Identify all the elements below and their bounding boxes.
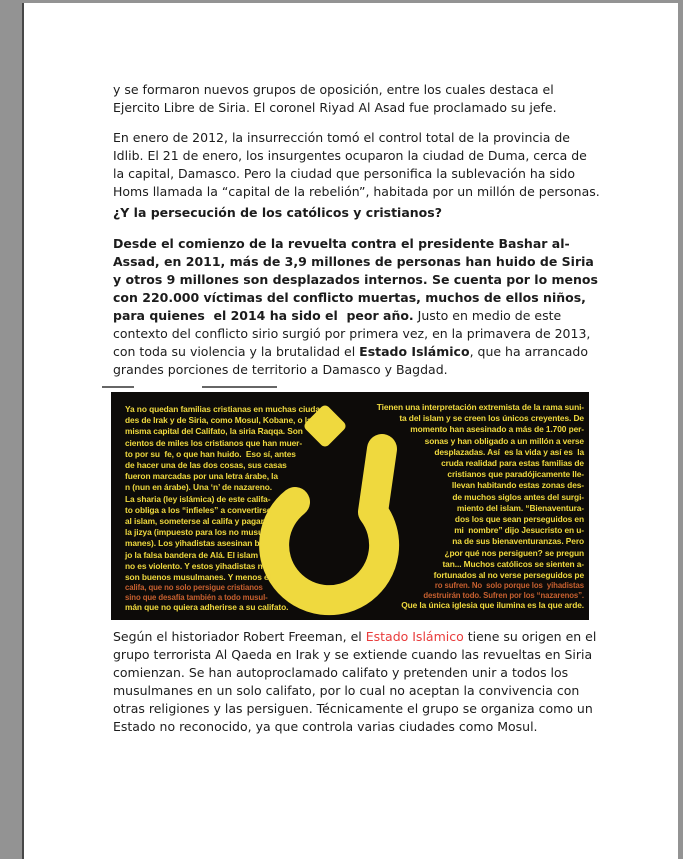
image-text-line: son buenos musulmanes. Y menos el [125, 572, 271, 583]
image-text-line: fortunados al no verse perseguidos pe [433, 570, 584, 581]
document-page [22, 3, 678, 859]
body-paragraph-3 [113, 235, 603, 379]
image-text-line: cientos de miles los cristianos que han muer- [125, 437, 303, 448]
image-text-line: na de sus bienaventuranzas. Pero [452, 536, 584, 547]
image-text-line: cristianos que paradójicamente lle- [447, 469, 584, 480]
image-text-line: tan... Muchos católicos se sienten a- [442, 558, 584, 569]
image-text-line: fueron marcadas por una letra árabe, la [125, 471, 278, 482]
image-text-line: Ya no quedan familias cristianas en muchas ciuda- [125, 404, 323, 414]
image-text-line: miento del islam. “Bienaventura- [456, 502, 584, 513]
paragraph-3-normal-mid: Justo en medio de este contexto del conflicto sirio surgió por primera vez, en la primavera de 2013, con toda su violencia y la brutalidad el [113, 308, 595, 359]
document-content [113, 81, 603, 736]
image-text-line: la jizya (impuesto para los no musul [125, 527, 266, 538]
image-text-line: ¿por qué nos persiguen? se pregun [444, 547, 584, 558]
section-heading: ¿Y la persecución de los católicos y cristianos? [113, 205, 442, 220]
image-text-line: de muchos siglos antes del surgi- [452, 491, 584, 502]
body-paragraph-1: y se formaron nuevos grupos de oposición, entre los cuales destaca el Ejercito Libre de Siria. El coronel Riyad Al Asad fue proclamado su jefe. [113, 82, 558, 115]
image-text-line: Que la única iglesia que ilumina es la que arde. [401, 600, 584, 611]
image-text-line: to por su fe, o que han huido. Eso sí, antes [125, 448, 296, 459]
image-text-line: mi nombre” dijo Jesucristo en u- [454, 525, 584, 536]
image-text-line: sonas y han obligado a un millón a verse [424, 435, 584, 446]
image-text-line: califa, que no solo persigue cristianos [125, 583, 263, 593]
image-text-line: ta del islam y se creen los únicos creyentes. De [399, 413, 584, 424]
image-text-line: manes). Los yihadistas asesinan ba- [125, 538, 267, 549]
image-text-line: desplazadas. Así es la vida y así es la [434, 446, 584, 457]
scan-artifact-line [102, 386, 134, 388]
image-right-column [330, 402, 584, 612]
image-text-line: n (nun en árabe). Una ‘n’ de nazareno. [125, 482, 272, 493]
image-text-line: llevan habitando estas zonas des- [451, 480, 584, 491]
image-text-line: jo la falsa bandera de Alá. El islam [125, 549, 258, 560]
image-text-line: de hacer una de las dos cosas, sus casas [125, 460, 287, 471]
image-text-line: al islam, someterse al califa y pagar [125, 516, 264, 527]
body-paragraph-4 [113, 628, 600, 736]
image-text-line: misma capital del Califato, la siria Raqqa. Son [125, 426, 303, 437]
image-left-column [125, 404, 347, 614]
paragraph-3-bold-lead: Desde el comienzo de la revuelta contra el presidente Bashar al-Assad, en 2011, más de 3,9 millones de personas han huido de Siria y otros 9 millones son desplazados internos. Se cuenta por lo menos con 220.000 víctimas del conflicto muertas, muchos de ellos niños, para quienes el 2014 ha sido el peor año. [113, 236, 603, 323]
scan-artifact-line [202, 386, 277, 388]
paragraph-3-bold-term: Estado Islámico [359, 344, 470, 359]
image-text-line: La sharia (ley islámica) de este califa- [125, 493, 271, 504]
image-text-line: des de Irak y de Siria, como Mosul, Kobane, o la [125, 415, 312, 426]
image-text-line: momento han asesinado a más de 1.700 per- [410, 424, 584, 435]
image-text-line: ro sufren. No solo porque los yihadistas [434, 581, 584, 591]
paragraph-4-red-term: Estado Islámico [365, 629, 464, 644]
paragraph-4-normal-lead: Según el historiador Robert Freeman, el [113, 629, 366, 644]
image-text-line: mán que no quiera adherirse a su califato. [125, 602, 289, 613]
image-text-line: to obliga a los “infieles” a convertirse [125, 504, 272, 515]
paragraph-3-normal-tail: , que ha arrancado grandes porciones de territorio a Damasco y Bagdad. [113, 344, 592, 377]
body-paragraph-2: En enero de 2012, la insurrección tomó el control total de la provincia de Idlib. El 21 de enero, los insurgentes ocuparon la ciudad de Duma, cerca de la capital, Damasco. Pero la ciudad que personifica la sublevación ha sido Homs llamada la “capital de la rebelión”, habitada por un millón de personas. [113, 130, 600, 199]
image-text-line: dos los que sean perseguidos en [454, 514, 584, 525]
paragraph-4-normal-tail: tiene su origen en el grupo terrorista Al Qaeda en Irak y se extiende cuando las revueltas en Siria comienzan. Se han autoproclamado califato y pretenden unir a todos los musulmanes en un solo califato, por lo cual no aceptan la convivencia con otras religiones y las persiguen. Técnicamente el grupo se organiza como un Estado no reconocido, ya que controla varias ciudades como Mosul. [113, 629, 601, 734]
image-text-line: Tienen una interpretación extremista de la rama suni- [376, 402, 584, 412]
embedded-image [111, 392, 589, 620]
image-text-line: destruirán todo. Sufren por los “nazarenos”. [423, 590, 584, 600]
image-text-line: no es violento. Y estos yihadistas no [125, 560, 268, 571]
image-text-line: sino que desafía también a todo musul- [125, 592, 268, 602]
image-text-line: cruda realidad para estas familias de [441, 458, 584, 469]
